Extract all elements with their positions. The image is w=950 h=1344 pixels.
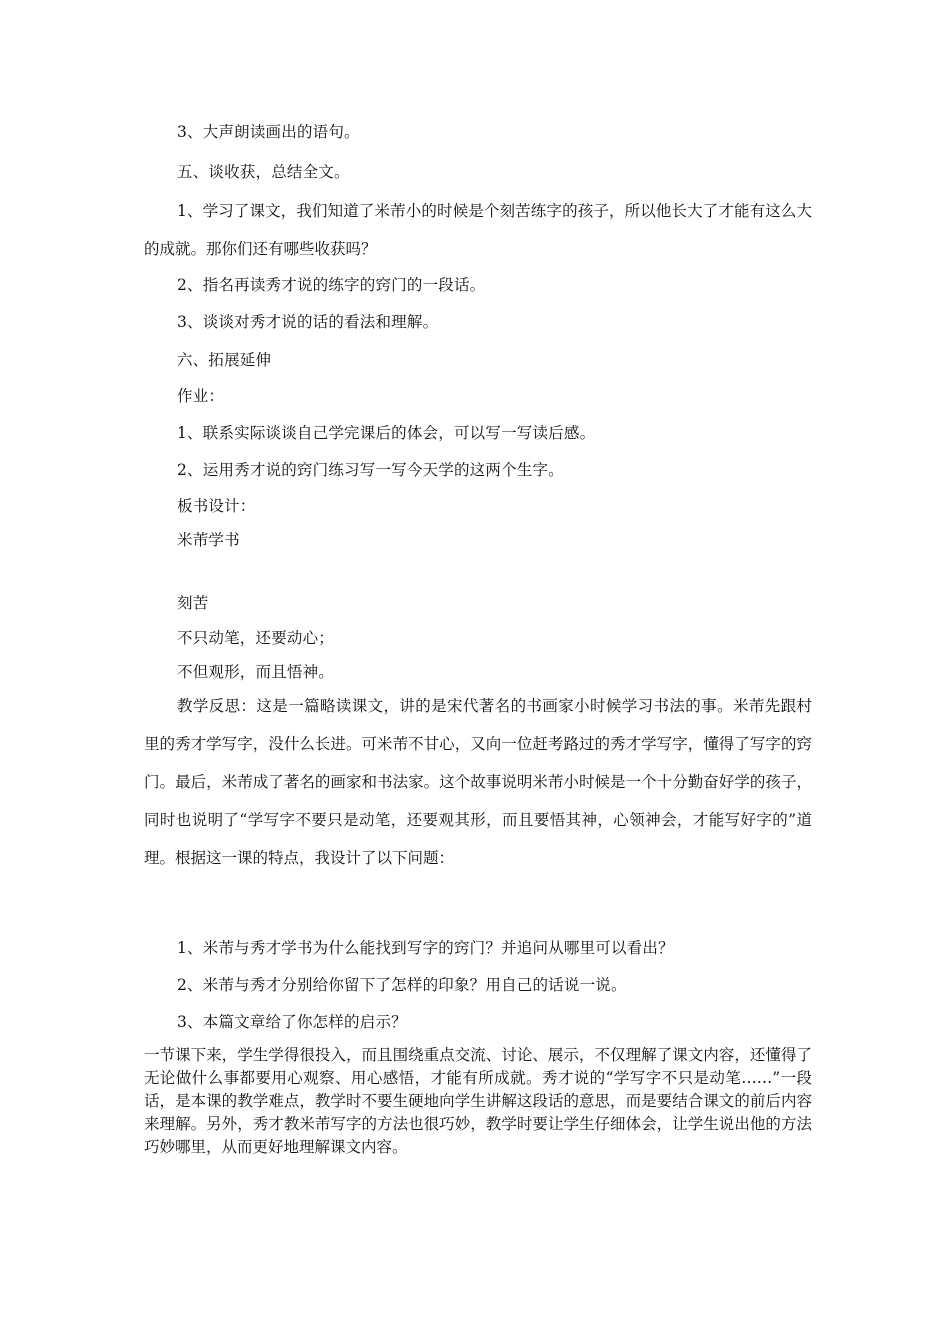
section-six-heading: 六、拓展延伸 <box>177 351 272 369</box>
board-line-2: 不但观形，而且悟神。 <box>177 663 335 681</box>
step-read-aloud: 3、大声朗读画出的语句。 <box>177 123 360 141</box>
board-design-label: 板书设计： <box>177 497 256 515</box>
homework-item-2: 2、运用秀才说的窍门练习写一写今天学的这两个生字。 <box>177 461 564 479</box>
homework-item-1: 1、联系实际谈谈自己学完课后的体会，可以写一写读后感。 <box>177 424 596 442</box>
question-3: 3、本篇文章给了你怎样的启示？ <box>177 1013 407 1031</box>
section-five-heading: 五、谈收获，总结全文。 <box>177 163 350 181</box>
step-discuss: 3、谈谈对秀才说的话的看法和理解。 <box>177 313 439 331</box>
board-line-1: 不只动笔，还要动心； <box>177 629 335 647</box>
summary-paragraph: 1、学习了课文，我们知道了米芾小的时候是个刻苦练字的孩子，所以他长大了才能有这么大的成就。那你们还有哪些收获吗？ <box>144 202 812 258</box>
question-2: 2、米芾与秀才分别给你留下了怎样的印象？用自己的话说一说。 <box>177 976 627 994</box>
homework-label: 作业： <box>177 387 225 405</box>
closing-paragraph: 一节课下来，学生学得很投入，而且围绕重点交流、讨论、展示，不仅理解了课文内容，还懂得了无论做什么事都要用心观察、用心感悟，才能有所成就。秀才说的“学写字不只是动笔……”一段话，是本课的教学难点，教学时不要生硬地向学生讲解这段话的意思，而是要结合课文的前后内容来理解。另外，秀才教米芾写字的方法也很巧妙，教学时要让学生仔细体会，让学生说出他的方法巧妙哪里，从而更好地理解课文内容。 <box>144 1046 812 1156</box>
step-reread: 2、指名再读秀才说的练字的窍门的一段话。 <box>177 276 486 294</box>
reflection-paragraph: 教学反思：这是一篇略读课文，讲的是宋代著名的书画家小时候学习书法的事。米芾先跟村里的秀才学写字，没什么长进。可米芾不甘心，又向一位赶考路过的秀才学写字，懂得了写字的窍门。最后，米芾成了著名的画家和书法家。这个故事说明米芾小时候是一个十分勤奋好学的孩子，同时也说明了“学写字不要只是动笔，还要观其形，而且要悟其神，心领神会，才能写好字的”道理。根据这一课的特点，我设计了以下问题： <box>144 697 812 867</box>
board-keyword: 刻苦 <box>177 594 209 612</box>
question-1: 1、米芾与秀才学书为什么能找到写字的窍门？并追问从哪里可以看出？ <box>177 939 674 957</box>
board-title: 米芾学书 <box>177 531 240 549</box>
